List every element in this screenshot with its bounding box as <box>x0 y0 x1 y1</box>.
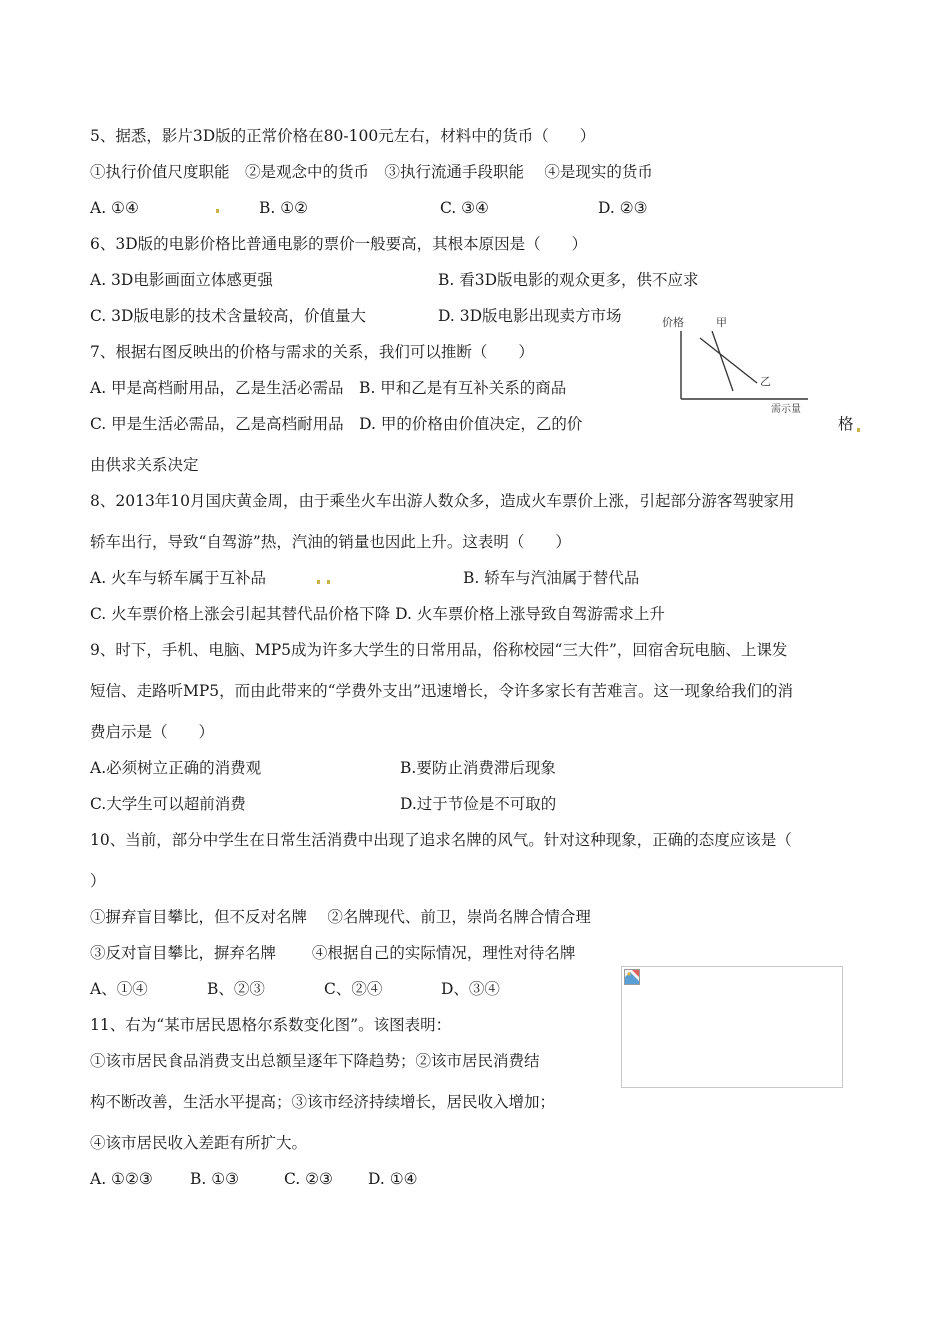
q7-options-cd-cont: 由供求关系决定 <box>90 456 199 474</box>
q11-items-line3: ④该市居民收入差距有所扩大。 <box>90 1134 308 1152</box>
q9-stem-line1: 9、时下，手机、电脑、MP5成为许多大学生的日常用品，俗称校园“三大件”，回宿舍玩电脑、上课发 <box>90 641 788 659</box>
q8-option-a: A. 火车与轿车属于互补品 <box>90 569 267 587</box>
price-demand-graph <box>660 313 820 415</box>
q9-stem-line3: 费启示是（ ） <box>90 723 215 741</box>
q5-option-a: A. ①④ <box>90 199 139 217</box>
q11-option-a: A. ①②③ <box>90 1170 153 1188</box>
q10-stem-line2: ） <box>90 872 106 890</box>
q5-option-d: D. ②③ <box>598 199 648 217</box>
q9-option-a: A.必须树立正确的消费观 <box>90 759 262 777</box>
q6-option-a: A. 3D电影画面立体感更强 <box>90 271 273 289</box>
q10-items-line2: ③反对盲目攀比，摒弃名牌 ④根据自己的实际情况，理性对待名牌 <box>90 944 576 962</box>
q7-options-cd-end: 格 <box>838 415 854 433</box>
q5-option-c: C. ③④ <box>440 199 489 217</box>
q9-option-c: C.大学生可以超前消费 <box>90 795 246 813</box>
q9-option-b: B.要防止消费滞后现象 <box>400 759 556 777</box>
graph-line-b-label: 乙 <box>760 375 771 388</box>
q10-stem-line1: 10、当前，部分中学生在日常生活消费中出现了追求名牌的风气。针对这种现象，正确的态度应该是（ <box>90 831 792 849</box>
q11-items-line2: 构不断改善，生活水平提高；③该市经济持续增长，居民收入增加； <box>90 1093 556 1111</box>
q10-option-c: C、②④ <box>324 980 383 998</box>
q8-stem-line2: 轿车出行，导致“自驾游”热，汽油的销量也因此上升。这表明（ ） <box>90 533 571 551</box>
q10-option-a: A、①④ <box>90 980 148 998</box>
q5-stem: 5、据悉，影片3D版的正常价格在80-100元左右，材料中的货币（ ） <box>90 127 596 145</box>
q10-option-b: B、②③ <box>207 980 265 998</box>
q11-items-line1: ①该市居民食品消费支出总额呈逐年下降趋势；②该市居民消费结 <box>90 1052 540 1070</box>
q7-options-ab: A. 甲是高档耐用品，乙是生活必需品 B. 甲和乙是有互补关系的商品 <box>90 379 567 397</box>
stray-mark <box>216 209 219 213</box>
q9-option-d: D.过于节俭是不可取的 <box>400 795 557 813</box>
graph-y-label: 价格 <box>662 316 684 329</box>
q7-options-cd: C. 甲是生活必需品，乙是高档耐用品 D. 甲的价格由价值决定，乙的价 <box>90 415 583 433</box>
q8-option-b: B. 轿车与汽油属于替代品 <box>463 569 640 587</box>
q10-items-line1: ①摒弃盲目攀比，但不反对名牌 ②名牌现代、前卫，崇尚名牌合情合理 <box>90 908 591 926</box>
q6-option-b: B. 看3D版电影的观众更多，供不应求 <box>438 271 699 289</box>
q11-option-b: B. ①③ <box>190 1170 240 1188</box>
stray-mark <box>327 580 330 584</box>
q6-option-d: D. 3D版电影出现卖方市场 <box>438 307 622 325</box>
graph-line-a-label: 甲 <box>716 316 727 329</box>
q6-option-c: C. 3D版电影的技术含量较高，价值量大 <box>90 307 366 325</box>
q8-stem-line1: 8、2013年10月国庆黄金周，由于乘坐火车出游人数众多，造成火车票价上涨，引起部分游客驾驶家用 <box>90 492 795 510</box>
q11-option-c: C. ②③ <box>284 1170 333 1188</box>
graph-x-label: 需示量 <box>771 404 801 415</box>
q11-option-d: D. ①④ <box>368 1170 418 1188</box>
q5-items: ①执行价值尺度职能 ②是观念中的货币 ③执行流通手段职能 ④是现实的货币 <box>90 163 653 181</box>
q11-stem: 11、右为“某市居民恩格尔系数变化图”。该图表明： <box>90 1016 452 1034</box>
stray-mark <box>857 428 860 432</box>
q5-option-b: B. ①② <box>259 199 309 217</box>
q6-stem: 6、3D版的电影价格比普通电影的票价一般要高，其根本原因是（ ） <box>90 235 588 253</box>
broken-image-icon <box>624 969 640 985</box>
broken-image-placeholder <box>621 966 843 1088</box>
q9-stem-line2: 短信、走路听MP5，而由此带来的“学费外支出”迅速增长，令许多家长有苦难言。这一现象给我们的消 <box>90 682 794 700</box>
q8-options-cd: C. 火车票价格上涨会引起其替代品价格下降 D. 火车票价格上涨导致自驾游需求上升 <box>90 605 665 623</box>
q7-stem: 7、根据右图反映出的价格与需求的关系，我们可以推断（ ） <box>90 343 534 361</box>
q10-option-d: D、③④ <box>441 980 500 998</box>
stray-mark <box>317 580 320 584</box>
